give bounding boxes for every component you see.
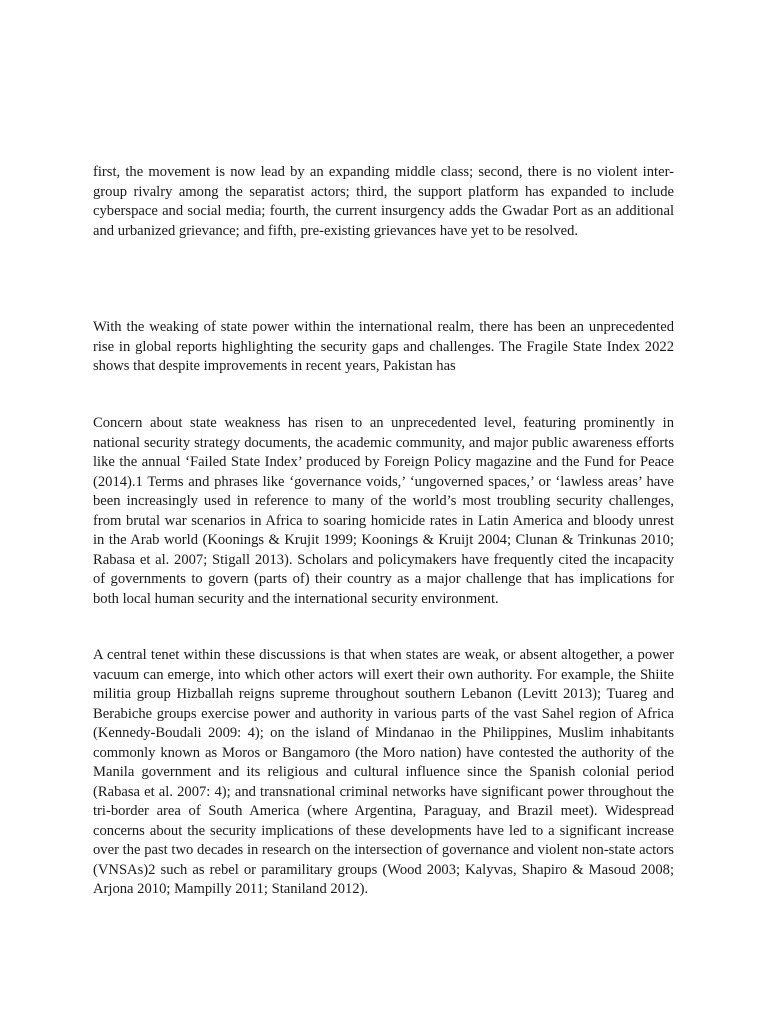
paragraph-power-vacuum: A central tenet within these discussions is that when states are weak, or absent altogether, a power vacuum can emerge, into which other actors will exert their own authority. For example, the Shiite militia group Hizballah reigns supreme throughout southern Lebanon (Levitt 2013); Tuareg and Berabiche groups exercise power and authority in various parts of the vast Sahel region of Africa (Kennedy-Boudali 2009: 4); on the island of Mindanao in the Philippines, Muslim inhabitants commonly known as Moros or Bangamoro (the Moro nation) have contested the authority of the Manila government and its religious and cultural influence since the Spanish colonial period (Rabasa et al. 2007: 4); and transnational criminal networks have significant power throughout the tri-border area of South America (where Argentina, Paraguay, and Brazil meet). Widespread concerns about the security implications of these developments have led to a significant increase over the past two decades in research on the intersection of governance and violent non-state actors (VNSAs)2 such as rebel or paramilitary groups (Wood 2003; Kalyvas, Shapiro & Masoud 2008; Arjona 2010; Mampilly 2011; Staniland 2012).: [93, 647, 674, 897]
paragraph-separatist-movement: first, the movement is now lead by an expanding middle class; second, there is no violent inter- group rivalry among the separatist actors; third, the support platform has expanded to include cyberspace and social media; fourth, the current insurgency adds the Gwadar Port as an additional and urbanized grievance; and fifth, pre-existing grievances have yet to be resolved.: [93, 164, 674, 239]
paragraph-state-power: With the weaking of state power within the international realm, there has been an unprecedented rise in global reports highlighting the security gaps and challenges. The Fragile State Index 2022 shows that despite improvements in recent years, Pakistan has: [93, 319, 674, 374]
paragraph-state-weakness: Concern about state weakness has risen to an unprecedented level, featuring prominently in national security strategy documents, the academic community, and major public awareness efforts like the annual ‘Failed State Index’ produced by Foreign Policy magazine and the Fund for Peace (2014).1 Terms and phrases like ‘governance voids,’ ‘ungoverned spaces,’ or ‘lawless areas’ have been increasingly used in reference to many of the world’s most troubling security challenges, from brutal war scenarios in Africa to soaring homicide rates in Latin America and bloody unrest in the Arab world (Koonings & Krujit 1999; Koonings & Kruijt 2004; Clunan & Trinkunas 2010; Rabasa et al. 2007; Stigall 2013). Scholars and policymakers have frequently cited the incapacity of governments to govern (parts of) their country as a major challenge that has implications for both local human security and the international security environment.: [93, 415, 674, 607]
